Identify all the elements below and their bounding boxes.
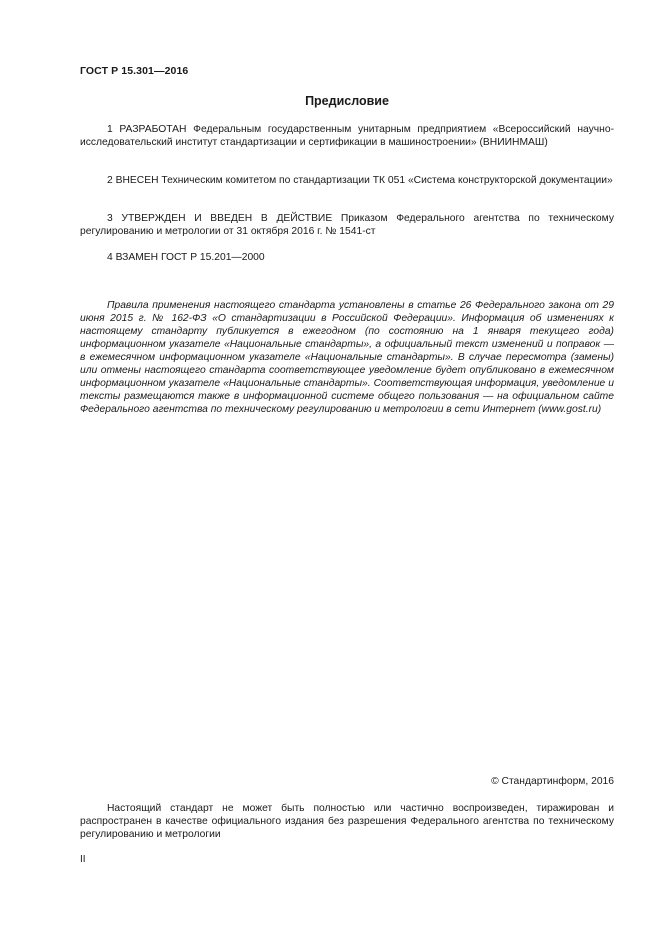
page-number: II — [80, 854, 86, 865]
copyright-line: © Стандартинформ, 2016 — [491, 776, 614, 787]
foreword-item-approved: 3 УТВЕРЖДЕН И ВВЕДЕН В ДЕЙСТВИЕ Приказом Федерального агентства по техническому регулированию и метрологии от 31 октября 2016 г. № 1541-ст — [80, 213, 614, 237]
document-code: ГОСТ Р 15.301—2016 — [80, 65, 189, 77]
foreword-item-developed: 1 РАЗРАБОТАН Федеральным государственным унитарным предприятием «Всероссийский научно-исследовательский институт стандартизации и сертификации в машиностроении» (ВНИИНМАШ) — [80, 124, 614, 148]
reproduction-notice: Настоящий стандарт не может быть полностью или частично воспроизведен, тиражирован и распространен в качестве официального издания без разрешения Федерального агентства по техническому регулированию и метрологии — [80, 803, 614, 840]
foreword-item-introduced: 2 ВНЕСЕН Техническим комитетом по стандартизации ТК 051 «Система конструкторской документации» — [107, 175, 613, 186]
foreword-item-replaces: 4 ВЗАМЕН ГОСТ Р 15.201—2000 — [107, 252, 265, 263]
application-rules-notice: Правила применения настоящего стандарта установлены в статье 26 Федерального закона от 29 июня 2015 г. № 162-ФЗ «О стандартизации в Российской Федерации». Информация об изменениях к настоящему стандарту публикуется в ежегодном (по состоянию на 1 января текущего года) информационном указателе «Национальные стандарты», а официальный текст изменений и поправок — в ежемесячном информационном указателе «Национальные стандарты». В случае пересмотра (замены) или отмены настоящего стандарта соответствующее уведомление будет опубликовано в ежемесячном информационном указателе «Национальные стандарты». Соответствующая информация, уведомление и тексты размещаются также в информационной системе общего пользования — на официальном сайте Федерального агентства по техническому регулированию и метрологии в сети Интернет (www.gost.ru) — [80, 300, 614, 415]
page-title: Предисловие — [305, 94, 389, 108]
